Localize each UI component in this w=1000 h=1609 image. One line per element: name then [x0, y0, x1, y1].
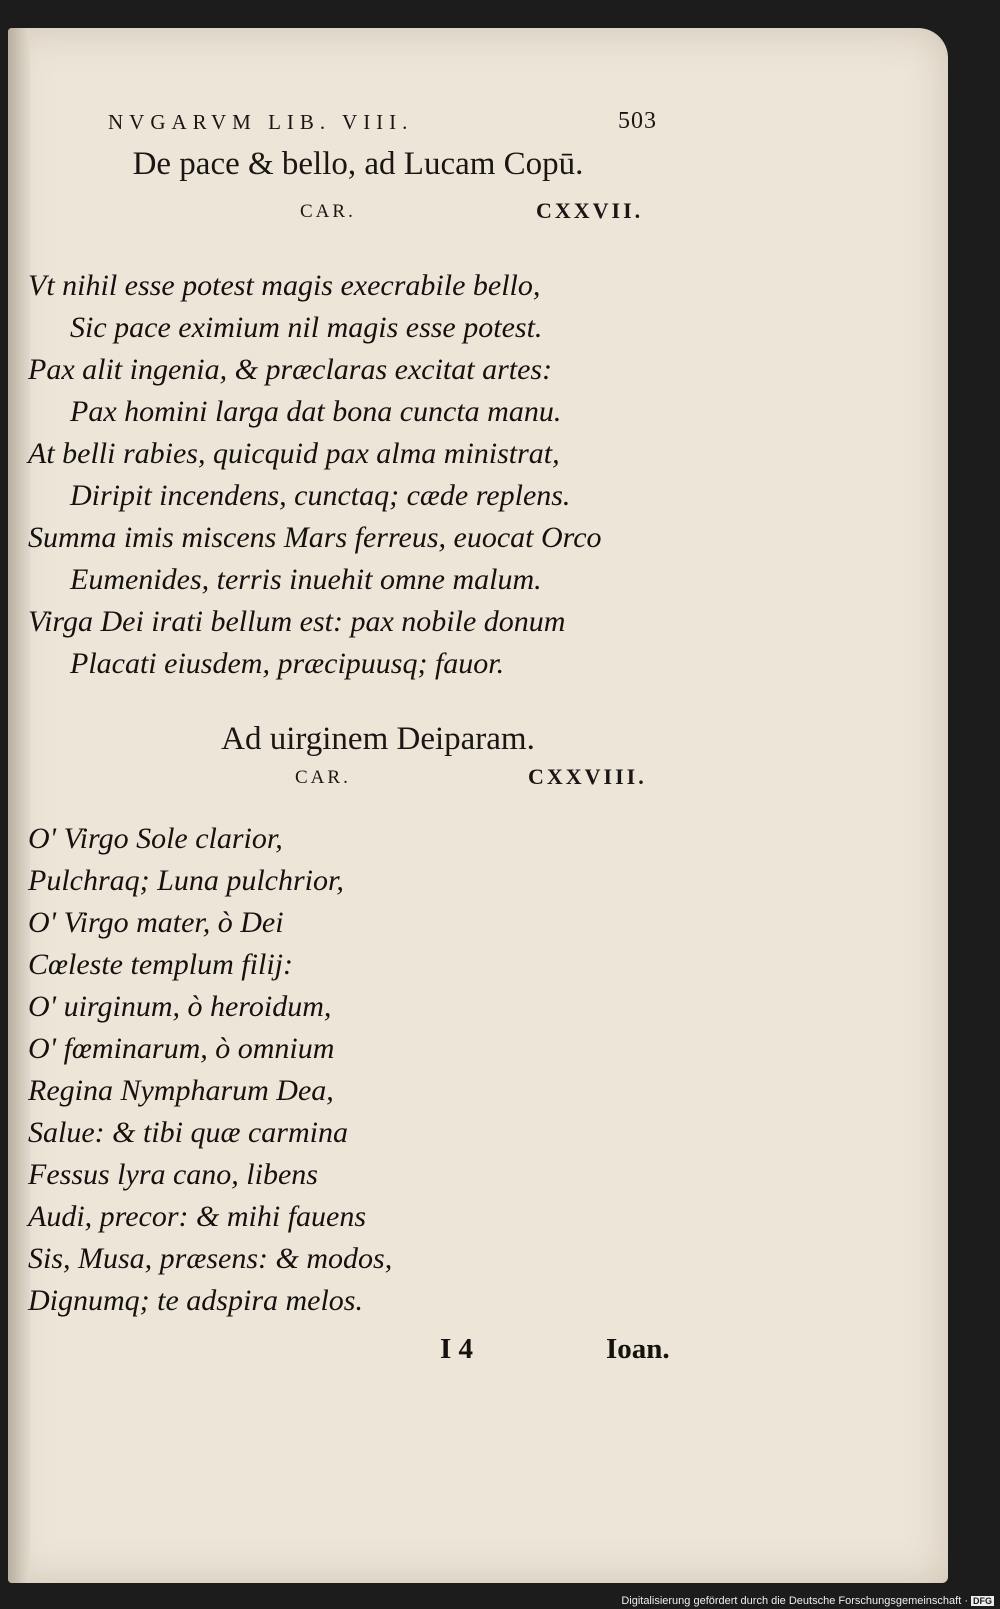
poem2-car-label: CAR. [295, 767, 351, 788]
poem2-line-4: Cœleste templum filij: [28, 948, 293, 981]
poem1-line-6: Diripit incendens, cunctaq; cæde replens. [70, 479, 571, 512]
poem1-line-4: Pax homini larga dat bona cuncta manu. [70, 395, 562, 428]
poem2-line-12: Dignumq; te adspira melos. [28, 1284, 363, 1317]
poem1-title: De pace & bello, ad Lucam Copū. [132, 146, 584, 182]
page-gutter [8, 28, 30, 1583]
poem2-number: CXXVIII. [528, 764, 647, 789]
poem1-line-9: Virga Dei irati bellum est: pax nobile donum [28, 605, 566, 638]
poem1-line-3: Pax alit ingenia, & præclaras excitat artes: [28, 353, 553, 386]
poem2-line-11: Sis, Musa, præsens: & modos, [28, 1242, 393, 1275]
poem2-title: Ad uirginem Deiparam. [221, 721, 535, 757]
signature-mark: I 4 [440, 1333, 474, 1365]
running-head [108, 110, 688, 135]
poem2-line-7: Regina Nympharum Dea, [28, 1074, 334, 1107]
poem1-line-8: Eumenides, terris inuehit omne malum. [70, 563, 542, 596]
poem2-line-3: O' Virgo mater, ò Dei [28, 906, 284, 939]
poem1-car-label: CAR. [300, 201, 356, 222]
poem1-line-5: At belli rabies, quicquid pax alma ministrat, [28, 437, 560, 470]
poem2-line-9: Fessus lyra cano, libens [28, 1158, 318, 1191]
poem2-line-6: O' fœminarum, ò omnium [28, 1032, 335, 1065]
poem2-line-5: O' uirginum, ò heroidum, [28, 990, 332, 1023]
poem1-line-1: Vt nihil esse potest magis execrabile bello, [28, 269, 541, 302]
poem1-line-2: Sic pace eximium nil magis esse potest. [70, 311, 543, 344]
dfg-logo-icon: DFG [973, 1596, 992, 1606]
book-page [8, 28, 948, 1583]
running-head-title: NVGARVM LIB. VIII. [108, 110, 414, 134]
poem1-line-10: Placati eiusdem, præcipuusq; fauor. [70, 647, 505, 680]
folio-number: 503 [618, 108, 657, 134]
poem2-line-1: O' Virgo Sole clarior, [28, 822, 283, 855]
poem2-line-8: Salue: & tibi quæ carmina [28, 1116, 348, 1149]
poem1-number: CXXVII. [536, 198, 644, 223]
poem2-line-10: Audi, precor: & mihi fauens [28, 1200, 367, 1233]
poem1-line-7: Summa imis miscens Mars ferreus, euocat Orco [28, 521, 602, 554]
digitization-credit [621, 1595, 994, 1607]
credit-text: Digitalisierung gefördert durch die Deutsche Forschungsgemeinschaft · [621, 1595, 968, 1607]
catchword: Ioan. [606, 1333, 670, 1365]
poem2-line-2: Pulchraq; Luna pulchrior, [28, 864, 344, 897]
